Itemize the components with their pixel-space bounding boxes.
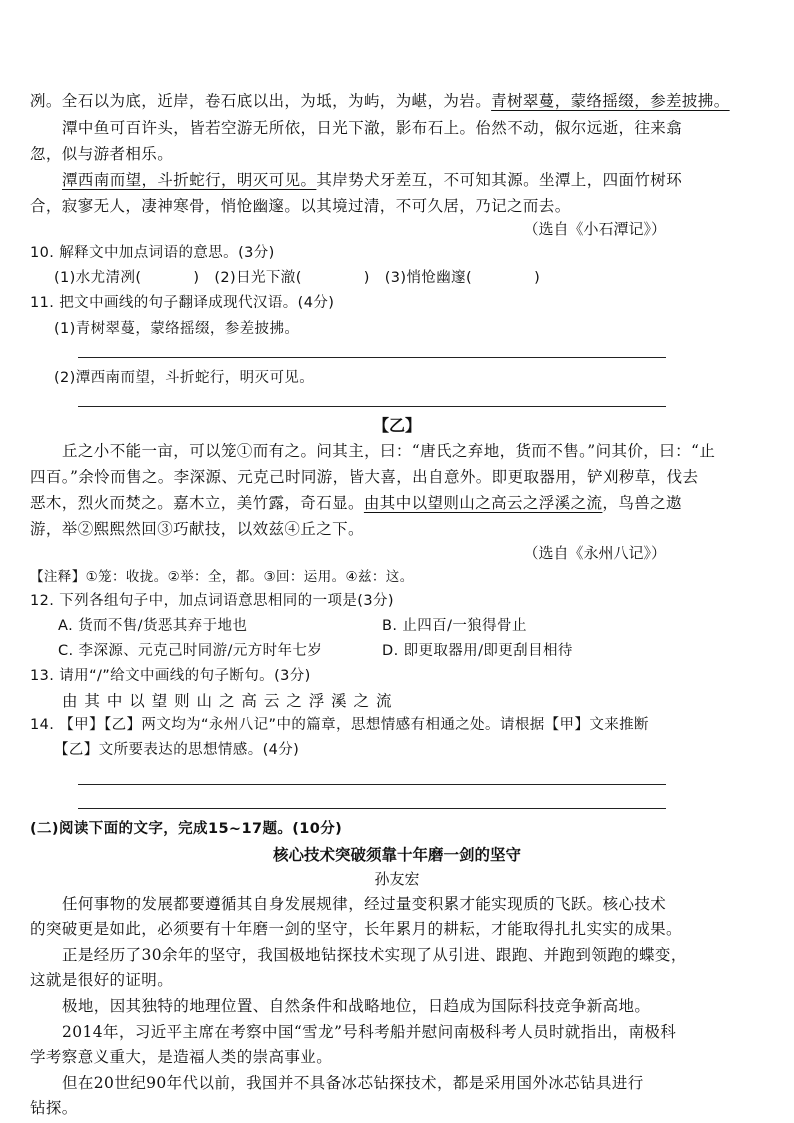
jia-line-3: 忽，似与游者相乐。 bbox=[30, 145, 174, 163]
answer-line[interactable] bbox=[78, 784, 666, 785]
yi-underlined-sentence: 由其中以望则山之高云之浮溪之流 bbox=[363, 494, 603, 512]
article-paragraph-3: 极地，因其独特的地理位置、自然条件和战略地位，日趋成为国际科技竞争新高地。 bbox=[62, 997, 651, 1015]
article-title: 核心技术突破须靠十年磨一剑的坚守 bbox=[272, 846, 521, 864]
answer-line[interactable] bbox=[78, 406, 666, 407]
question-11-part-1: (1)青树翠蔓，蒙络摇缀，参差披拂。 bbox=[54, 321, 300, 337]
article-paragraph-2b: 这就是很好的证明。 bbox=[30, 971, 174, 989]
article-paragraph-5b: 钻探。 bbox=[30, 1099, 78, 1117]
answer-line[interactable] bbox=[78, 357, 666, 358]
question-14-stem-2: 【乙】文所要表达的思想情感。(4分) bbox=[54, 742, 300, 758]
question-13-stem: 13. 请用“/”给文中画线的句子断句。(3分) bbox=[30, 668, 311, 684]
yi-source: （选自《永州八记》） bbox=[523, 544, 666, 562]
yi-line-1: 丘之小不能一亩，可以笼①而有之。问其主，曰：“唐氏之弃地，货而不售。”问其价，曰：“止 bbox=[62, 442, 716, 460]
jia-line-1 bbox=[30, 90, 730, 112]
question-10-stem: 10. 解释文中加点词语的意思。(3分) bbox=[30, 245, 275, 261]
jia-line-2: 潭中鱼可百许头，皆若空游无所依，日光下澈，影布石上。佁然不动，俶尔远逝，往来翕 bbox=[62, 119, 683, 137]
yi-line-2: 四百。”余怜而售之。李深源、元克己时同游，皆大喜，出自意外。即更取器用，铲刈秽草，伐去 bbox=[30, 468, 699, 486]
article-paragraph-1a: 任何事物的发展都要遵循其自身发展规律，经过量变积累才能实现质的飞跃。核心技术 bbox=[62, 895, 667, 913]
option-b[interactable]: B. 止四百/一狼得骨止 bbox=[382, 618, 527, 634]
question-11-stem: 11. 把文中画线的句子翻译成现代汉语。(4分) bbox=[30, 295, 335, 311]
question-12-stem: 12. 下列各组句子中，加点词语意思相同的一项是(3分) bbox=[30, 593, 394, 609]
option-c[interactable]: C. 李深源、元克己时同游/元方时年七岁 bbox=[58, 643, 323, 659]
jia-text: 其岸势犬牙差互，不可知其源。坐潭上，四面竹树环 bbox=[316, 171, 683, 189]
article-paragraph-2a: 正是经历了30余年的坚守，我国极地钻探技术实现了从引进、跟跑、并跑到领跑的蝶变， bbox=[62, 946, 687, 964]
yi-line-4: 游，举②熙熙然回③巧献技，以效兹④丘之下。 bbox=[30, 520, 364, 538]
option-d[interactable]: D. 即更取器用/即更刮目相待 bbox=[382, 643, 573, 659]
article-author: 孙友宏 bbox=[374, 870, 420, 888]
option-a[interactable]: A. 货而不售/货恶其弃于地也 bbox=[58, 618, 248, 634]
article-paragraph-4b: 学考察意义重大，是造福人类的崇高事业。 bbox=[30, 1048, 333, 1066]
annotation-note: 【注释】①笼：收拢。②举：全，都。③回：运用。④兹：这。 bbox=[30, 569, 414, 585]
article-paragraph-5a: 但在20世纪90年代以前，我国并不具备冰芯钻探技术，都是采用国外冰芯钻具进行 bbox=[62, 1074, 644, 1092]
jia-underlined-sentence-1: 青树翠蔓，蒙络摇缀，参差披拂。 bbox=[491, 92, 730, 110]
question-13-sentence[interactable]: 由 其 中 以 望 则 山 之 高 云 之 浮 溪 之 流 bbox=[62, 692, 393, 710]
yi-heading: 【乙】 bbox=[372, 416, 421, 435]
yi-line-3: 恶木，烈火而焚之。嘉木立，美竹露，奇石显。由其中以望则山之高云之浮溪之流，鸟兽之遨 bbox=[30, 494, 682, 512]
article-paragraph-1b: 的突破更是如此，必须要有十年磨一剑的坚守，长年累月的耕耘，才能取得扎扎实实的成果。 bbox=[30, 920, 682, 938]
jia-text: 冽。全石以为底，近岸，卷石底以出，为坻，为屿，为嵁，为岩。 bbox=[30, 92, 492, 110]
question-11-part-2: (2)潭西南而望，斗折蛇行，明灭可见。 bbox=[54, 370, 315, 386]
jia-underlined-sentence-2: 潭西南而望，斗折蛇行，明灭可见。 bbox=[62, 171, 317, 189]
answer-line[interactable] bbox=[78, 808, 666, 809]
jia-line-4 bbox=[62, 169, 682, 191]
section-2-heading: (二)阅读下面的文字，完成15~17题。(10分) bbox=[30, 821, 343, 837]
jia-source: （选自《小石潭记》） bbox=[523, 220, 666, 238]
article-paragraph-4a: 2014年，习近平主席在考察中国“雪龙”号科考船并慰问南极科考人员时就指出，南极科 bbox=[62, 1023, 677, 1041]
jia-line-5: 合，寂寥无人，凄神寒骨，悄怆幽邃。以其境过清，不可久居，乃记之而去。 bbox=[30, 197, 571, 215]
question-14-stem-1: 14. 【甲】【乙】两文均为“永州八记”中的篇章，思想情感有相通之处。请根据【甲】文来推断 bbox=[30, 717, 649, 733]
question-10-blanks: (1)水尤清冽( ) (2)日光下澈( ) (3)悄怆幽邃( ) bbox=[54, 270, 541, 286]
